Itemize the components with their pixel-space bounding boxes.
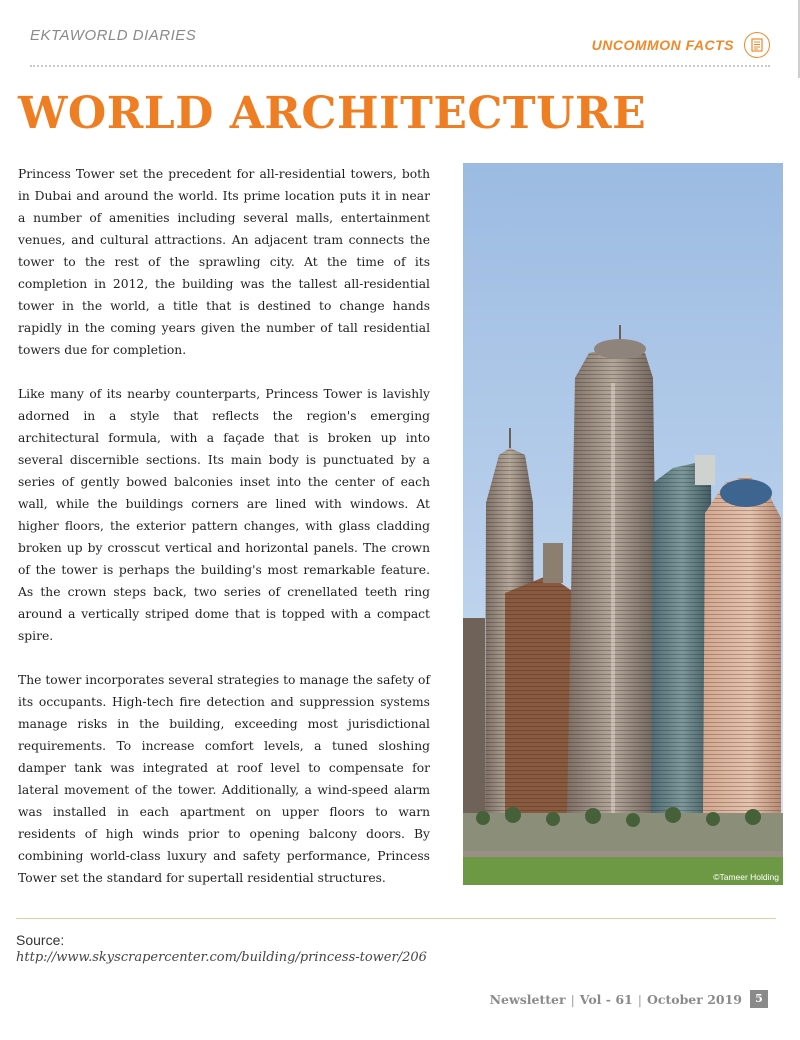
article-paragraph: Like many of its nearby counterparts, Princess Tower is lavishly adorned in a style that reflects the region's emerging architectural formula, with a façade that is broken up into several discernible sections. Its main body is punctuated by a series of gently bowed balconies inset into the center of each wall, while the buildings corners are lined with windows. At higher floors, the exterior pattern changes, with glass cladding broken up by crosscut vertical and horizontal panels. The crown of the tower is perhaps the building's most remarkable feature. As the crown steps back, two series of crenellated teeth ring around a vertically striped dome that is topped with a compact spire. <box>18 387 430 643</box>
header-divider <box>30 65 770 67</box>
publication-name: Newsletter <box>489 991 566 1007</box>
section-label: EKTAWORLD DIARIES <box>30 27 197 44</box>
page-number: 5 <box>750 990 768 1008</box>
source-label: Source: <box>16 932 65 948</box>
page-footer <box>490 990 768 1008</box>
article-paragraph: The tower incorporates several strategies to manage the safety of its occupants. High-tech fire detection and suppression systems manage risks in the building, exceeding most jurisdictional requirements. To increase comfort levels, a tuned sloshing damper tank was integrated at roof level to compensate for lateral movement of the tower. Additionally, a wind-speed alarm was installed in each apartment on upper floors to warn residents of high winds prior to opening balcony doors. By combining world-class luxury and safety performance, Princess Tower set the standard for supertall residential structures. <box>18 673 430 885</box>
document-icon <box>744 32 770 58</box>
tower-photo <box>463 163 783 885</box>
header-category <box>592 32 770 58</box>
footer-separator: | <box>570 991 575 1007</box>
volume-number: Vol - 61 <box>579 991 633 1007</box>
source-link[interactable]: http://www.skyscrapercenter.com/building/princess-tower/206 <box>16 950 427 965</box>
page-title: WORLD ARCHITECTURE <box>18 88 647 139</box>
category-label: UNCOMMON FACTS <box>591 37 734 53</box>
tower-illustration <box>463 163 783 885</box>
article-paragraph: Princess Tower set the precedent for all-residential towers, both in Dubai and around the world. Its prime location puts it in near a number of amenities including several malls, entertainment venues, and cultural attractions. An adjacent tram connects the tower to the rest of the sprawling city. At the time of its completion in 2012, the building was the tallest all-residential tower in the world, a title that is destined to change hands rapidly in the coming years given the number of tall residential towers due for completion. <box>18 167 430 357</box>
photo-credit: ©Tameer Holding <box>713 872 779 882</box>
issue-date: October 2019 <box>646 991 742 1007</box>
article-body <box>18 163 430 911</box>
footer-separator: | <box>637 991 642 1007</box>
footer-divider <box>16 918 776 919</box>
